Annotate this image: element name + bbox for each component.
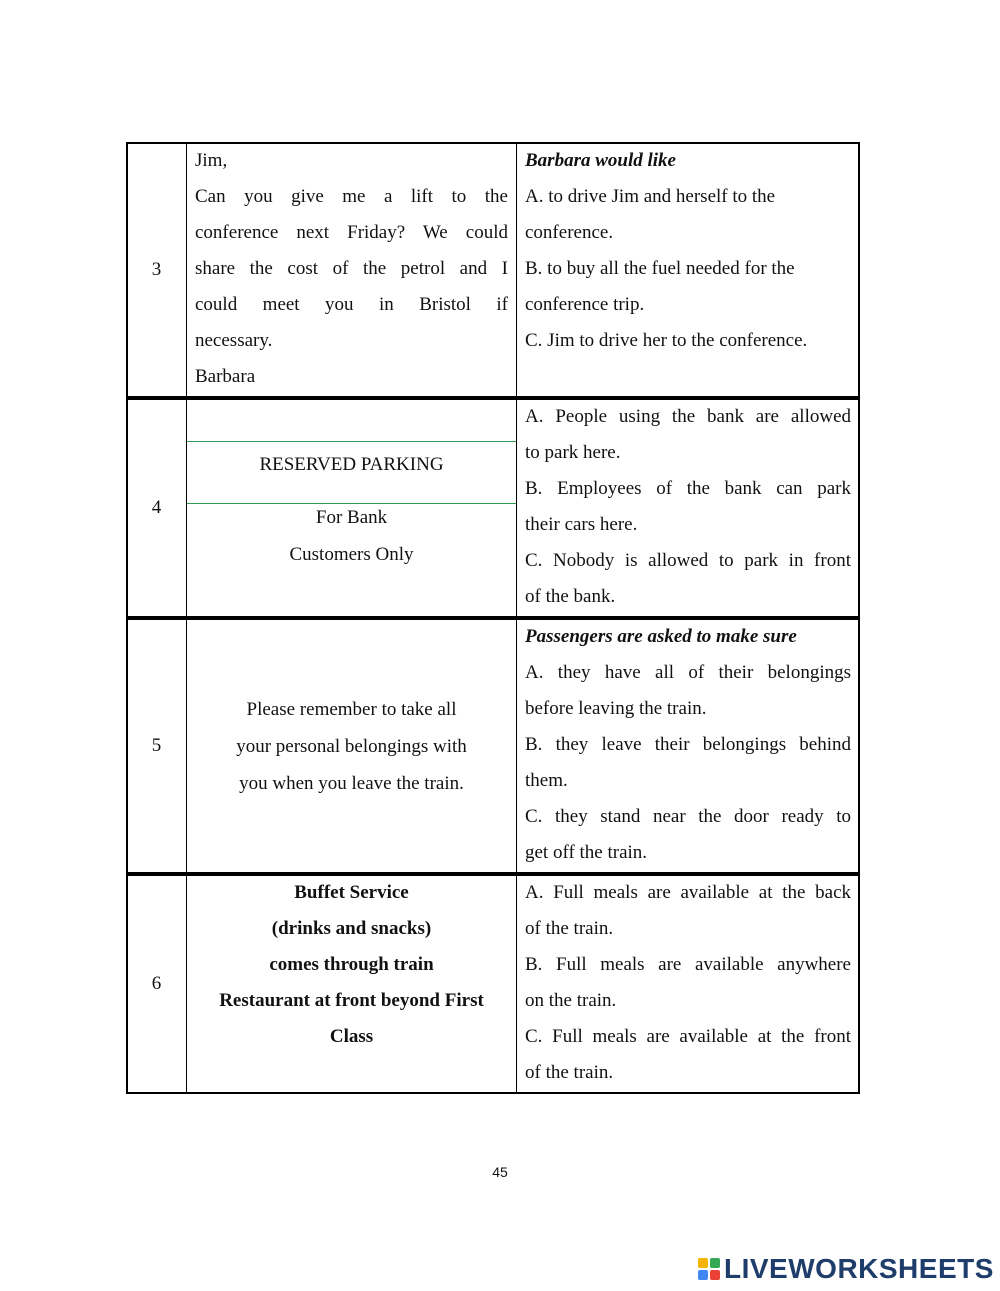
- liveworksheets-logo-icon: [698, 1258, 720, 1280]
- option-c-cont: get off the train.: [525, 842, 648, 863]
- option-b-cont: conference trip.: [525, 294, 645, 315]
- notice-text: Please remember to take all your personal belongings with you when you leave the train.: [187, 619, 517, 873]
- question-row-5: [126, 618, 860, 874]
- option-c[interactable]: C. Full meals are available at the front: [525, 1026, 851, 1047]
- option-c[interactable]: C. they stand near the door ready to: [525, 806, 851, 827]
- option-a[interactable]: A. People using the bank are allowed: [525, 406, 851, 427]
- option-c[interactable]: C. Jim to drive her to the conference.: [525, 330, 808, 351]
- notice-text: Buffet Service (drinks and snacks) comes through train Restaurant at front beyond First Class: [187, 875, 517, 1093]
- option-a-cont: before leaving the train.: [525, 698, 707, 719]
- option-a[interactable]: A. Full meals are available at the back: [525, 882, 851, 903]
- sign-top-rule: [187, 441, 516, 442]
- notice-text: Jim, Can you give me a lift to the conference next Friday? We could share the cost of the petrol and I could meet you in Bristol if necessary. Barbara: [187, 143, 517, 397]
- question-number: 6: [127, 875, 187, 1093]
- question-prompt: Passengers are asked to make sure: [525, 626, 797, 647]
- brand-name: LIVEWORKSHEETS: [724, 1253, 994, 1284]
- brand-logo: [698, 1253, 994, 1285]
- option-a-cont: conference.: [525, 222, 614, 243]
- option-b-cont: them.: [525, 770, 568, 791]
- sign-title: RESERVED PARKING: [259, 454, 444, 475]
- option-a[interactable]: A. they have all of their belongings: [525, 662, 851, 683]
- question-row-4: [126, 398, 860, 618]
- question-prompt: Barbara would like: [525, 150, 676, 171]
- answer-options: [517, 619, 859, 873]
- answer-options: [517, 399, 859, 617]
- question-number: 5: [127, 619, 187, 873]
- page-number: 45: [492, 1164, 508, 1180]
- option-b-cont: on the train.: [525, 990, 617, 1011]
- option-b-cont: their cars here.: [525, 514, 638, 535]
- parking-sign: [187, 399, 517, 617]
- question-row-6: [126, 874, 860, 1094]
- option-c[interactable]: C. Nobody is allowed to park in front: [525, 550, 851, 571]
- option-a[interactable]: A. to drive Jim and herself to the: [525, 186, 776, 207]
- option-a-cont: of the train.: [525, 918, 614, 939]
- answer-options: [517, 143, 859, 397]
- option-b[interactable]: B. they leave their belongings behind: [525, 734, 851, 755]
- question-number: 3: [127, 143, 187, 397]
- option-c-cont: of the bank.: [525, 586, 616, 607]
- answer-options: [517, 875, 859, 1093]
- option-c-cont: of the train.: [525, 1062, 614, 1083]
- option-a-cont: to park here.: [525, 442, 621, 463]
- option-b[interactable]: B. to buy all the fuel needed for the: [525, 258, 795, 279]
- question-row-3: [126, 142, 860, 398]
- option-b[interactable]: B. Full meals are available anywhere: [525, 954, 851, 975]
- question-number: 4: [127, 399, 187, 617]
- sign-subtitle: For Bank Customers Only: [289, 507, 414, 565]
- option-b[interactable]: B. Employees of the bank can park: [525, 478, 851, 499]
